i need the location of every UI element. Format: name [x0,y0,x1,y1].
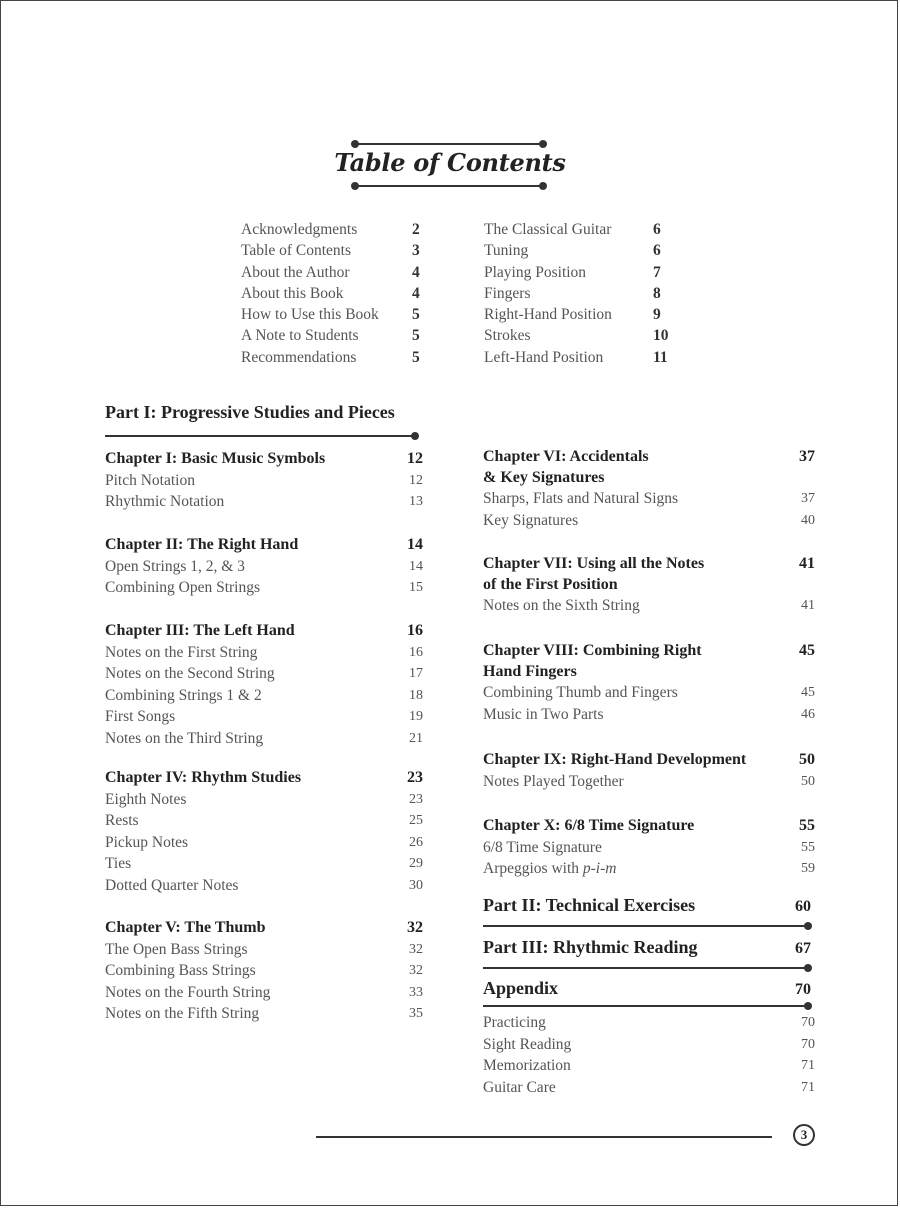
entry-label: Left-Hand Position [484,348,604,366]
appendix-heading[interactable]: Appendix [483,978,559,998]
toc-entry[interactable] [484,325,674,346]
chapter-9 [483,750,815,792]
entry-label: Notes Played Together [483,772,624,790]
entry-label: Eighth Notes [105,790,187,808]
entry-label: Music in Two Parts [483,705,604,723]
chapter-4 [105,768,423,896]
chapter-8 [483,641,815,725]
chapter-title-line-2[interactable]: & Key Signatures [483,468,605,486]
toc-entry[interactable] [483,595,815,617]
toc-entry[interactable] [484,240,674,261]
entry-label: The Classical Guitar [484,221,612,238]
entry-page: 33 [409,984,423,1000]
front-matter-right [484,219,674,368]
entry-page: 5 [412,306,420,324]
entry-label: Notes on the Fourth String [105,983,271,1001]
chapter-title-text: Chapter III: The Left Hand [105,622,295,639]
toc-entry[interactable] [484,347,674,368]
part-2-page: 60 [795,898,811,915]
chapter-title[interactable] [483,447,815,468]
toc-entry[interactable] [483,858,815,880]
entry-page: 30 [409,877,423,893]
entry-page: 10 [653,327,669,345]
entry-label: First Songs [105,708,176,725]
chapter-10 [483,816,815,880]
entry-page: 9 [653,306,661,324]
chapter-page: 41 [799,555,815,572]
chapter-title[interactable] [483,816,815,837]
entry-label: Recommendations [241,348,357,366]
entry-label: Sharps, Flats and Natural Signs [483,490,679,507]
entry-label: Dotted Quarter Notes [105,876,239,894]
chapter-title-text: Chapter VII: Using all the Notes [483,555,705,572]
toc-entry[interactable] [105,960,423,982]
toc-entry[interactable] [241,262,431,283]
chapter-7 [483,554,815,617]
part-1-rule-dot [411,432,419,440]
entry-page: 14 [409,558,423,574]
chapter-title[interactable] [483,750,815,771]
entry-page: 37 [801,491,815,506]
entry-label: Rhythmic Notation [105,493,225,510]
entry-page: 2 [412,221,420,238]
chapter-page: 37 [799,448,815,465]
front-matter-left [241,219,431,368]
footer-rule [316,1136,772,1138]
entry-page: 32 [409,941,423,957]
entry-page: 3 [412,242,420,260]
toc-entry[interactable] [105,1003,423,1025]
entry-label: Pitch Notation [105,471,195,489]
toc-entry[interactable] [484,219,674,240]
toc-entry[interactable] [483,837,815,859]
part-1-rule [105,435,415,437]
entry-label: About this Book [241,284,344,302]
appendix-rule-dot [804,1002,812,1010]
entry-label: Pickup Notes [105,833,189,851]
page-title: Table of Contents [334,148,566,177]
toc-entry[interactable] [483,488,815,510]
entry-label: Strokes [484,327,531,345]
chapter-page: 45 [799,642,815,659]
entry-label: Notes on the Sixth String [483,597,640,614]
entry-page: 8 [653,284,661,302]
entry-label: Tuning [484,242,529,260]
chapter-title-text: Chapter VI: Accidentals [483,448,649,465]
toc-entry[interactable] [483,704,815,726]
entry-page: 19 [409,709,423,724]
entry-label: Notes on the Fifth String [105,1005,260,1022]
part-3-page: 67 [795,940,811,957]
chapter-page: 50 [799,751,815,768]
entry-page: 29 [409,856,423,871]
entry-label: Ties [105,855,132,872]
entry-page: 7 [653,263,661,281]
toc-entry[interactable] [484,283,674,304]
entry-label: A Note to Students [241,327,359,345]
toc-entry[interactable] [105,810,423,832]
entry-label: Guitar Care [483,1078,556,1096]
toc-entry[interactable] [483,1034,815,1056]
entry-label: Combining Strings 1 & 2 [105,686,262,704]
toc-entry[interactable] [105,491,423,513]
entry-label: Sight Reading [483,1035,572,1053]
entry-label: Practicing [483,1014,546,1031]
toc-entry[interactable] [105,789,423,811]
toc-entry[interactable] [105,470,423,492]
entry-page: 32 [409,963,423,978]
toc-entry[interactable] [105,728,423,750]
toc-entry[interactable] [105,706,423,728]
toc-entry[interactable] [105,685,423,707]
part-2-rule [483,925,809,927]
appendix-page: 70 [795,981,811,998]
title-rule-bottom-dot-left [351,182,359,190]
chapter-5 [105,918,423,1025]
entry-page: 40 [801,512,815,528]
chapter-page: 23 [407,769,423,786]
toc-entry[interactable] [105,832,423,854]
entry-label: Combining Thumb and Fingers [483,684,678,701]
toc-entry[interactable] [483,771,815,793]
chapter-page: 55 [799,817,815,834]
part-2-rule-dot [804,922,812,930]
entry-page: 15 [409,580,423,595]
entry-page: 55 [801,839,815,855]
toc-entry[interactable] [241,240,431,261]
entry-label: Playing Position [484,263,587,281]
chapter-page: 14 [407,536,423,553]
chapter-title-text: Chapter I: Basic Music Symbols [105,450,326,467]
chapter-3 [105,621,423,749]
chapter-title-line-2[interactable]: of the First Position [483,575,618,593]
entry-page: 45 [801,685,815,700]
chapter-title-text: Chapter II: The Right Hand [105,536,299,553]
entry-label: About the Author [241,263,350,281]
chapter-title[interactable] [105,535,423,556]
entry-page: 5 [412,327,420,345]
entry-page: 71 [801,1058,815,1073]
entry-label: Key Signatures [483,511,579,529]
toc-entry[interactable] [105,939,423,961]
entry-page: 11 [653,348,668,366]
toc-entry[interactable] [483,510,815,532]
toc-entry[interactable] [483,682,815,704]
toc-entry[interactable] [241,304,431,325]
toc-entry[interactable] [241,347,431,368]
part-1-heading[interactable]: Part I: Progressive Studies and Pieces [105,402,395,422]
entry-page: 4 [412,284,420,302]
entry-page: 70 [801,1036,815,1052]
chapter-title-text: Chapter X: 6/8 Time Signature [483,817,695,834]
entry-label: Fingers [484,284,531,302]
chapter-title[interactable] [105,449,423,470]
toc-entry[interactable] [105,982,423,1004]
chapter-title-text: Chapter V: The Thumb [105,919,266,936]
toc-entry[interactable] [105,663,423,685]
entry-page: 70 [801,1015,815,1030]
entry-page: 71 [801,1079,815,1095]
chapter-1 [105,449,423,513]
title-rule-top [355,143,543,145]
entry-label: 6/8 Time Signature [483,838,602,856]
title-rule-bottom-dot-right [539,182,547,190]
entry-page: 5 [412,348,420,366]
chapter-page: 32 [407,919,423,936]
appendix-rule [483,1005,809,1007]
toc-entry[interactable] [484,262,674,283]
toc-entry[interactable] [105,556,423,578]
toc-entry[interactable] [484,304,674,325]
entry-label: Memorization [483,1057,571,1074]
toc-entry[interactable] [241,325,431,346]
entry-label: Acknowledgments [241,221,358,238]
entry-label-italic: p-i-m [582,860,617,877]
chapter-title[interactable] [105,621,423,642]
chapter-title-line-2[interactable]: Hand Fingers [483,662,577,680]
entry-label: Notes on the Second String [105,665,275,682]
page-number: 3 [793,1124,815,1146]
toc-entry[interactable] [241,283,431,304]
entry-page: 13 [409,494,423,509]
chapter-title-text: Chapter IX: Right-Hand Development [483,751,747,768]
toc-entry[interactable] [241,219,431,240]
entry-page: 12 [409,472,423,488]
entry-page: 23 [409,791,423,807]
toc-entry[interactable] [105,875,423,897]
entry-label: Combining Open Strings [105,579,261,596]
entry-label: The Open Bass Strings [105,940,248,958]
entry-page: 25 [409,813,423,828]
toc-entry[interactable] [483,1077,815,1099]
chapter-title[interactable] [483,554,815,575]
toc-entry[interactable] [105,577,423,599]
toc-entry[interactable] [483,1012,815,1034]
entry-label: Table of Contents [241,242,351,260]
entry-page: 6 [653,221,661,238]
entry-page: 26 [409,834,423,850]
entry-label: Notes on the Third String [105,729,264,747]
entry-page: 4 [412,263,420,281]
chapter-title[interactable] [105,768,423,789]
entry-label: How to Use this Book [241,306,379,324]
entry-page: 16 [409,644,423,660]
entry-page: 50 [801,773,815,789]
entry-page: 35 [409,1006,423,1021]
title-rule-top-dot-right [539,140,547,148]
toc-entry[interactable] [105,853,423,875]
entry-page: 41 [801,598,815,613]
entry-label: Notes on the First String [105,643,258,661]
chapter-title[interactable] [105,918,423,939]
entry-label: Open Strings 1, 2, & 3 [105,557,245,575]
entry-page: 6 [653,242,661,260]
part-3-rule [483,967,809,969]
chapter-6 [483,447,815,531]
title-rule-top-dot-left [351,140,359,148]
entry-page: 46 [801,706,815,722]
entry-label: Combining Bass Strings [105,962,256,979]
entry-label: Rests [105,812,139,829]
part-3-rule-dot [804,964,812,972]
entry-page: 21 [409,730,423,746]
entry-label: Arpeggios with [483,860,583,877]
toc-entry[interactable] [105,642,423,664]
entry-page: 18 [409,687,423,703]
chapter-2 [105,535,423,599]
entry-label: Right-Hand Position [484,306,612,324]
chapter-page: 12 [407,450,423,467]
entry-page: 17 [409,666,423,681]
part-2-heading[interactable]: Part II: Technical Exercises [483,895,696,915]
toc-entry[interactable] [483,1055,815,1077]
chapter-title-text: Chapter IV: Rhythm Studies [105,769,302,786]
part-3-heading[interactable]: Part III: Rhythmic Reading [483,937,698,957]
appendix-items [483,1012,815,1098]
entry-page: 59 [801,861,815,876]
chapter-title[interactable] [483,641,815,662]
title-rule-bottom [355,185,543,187]
chapter-page: 16 [407,622,423,639]
chapter-title-text: Chapter VIII: Combining Right [483,642,702,659]
